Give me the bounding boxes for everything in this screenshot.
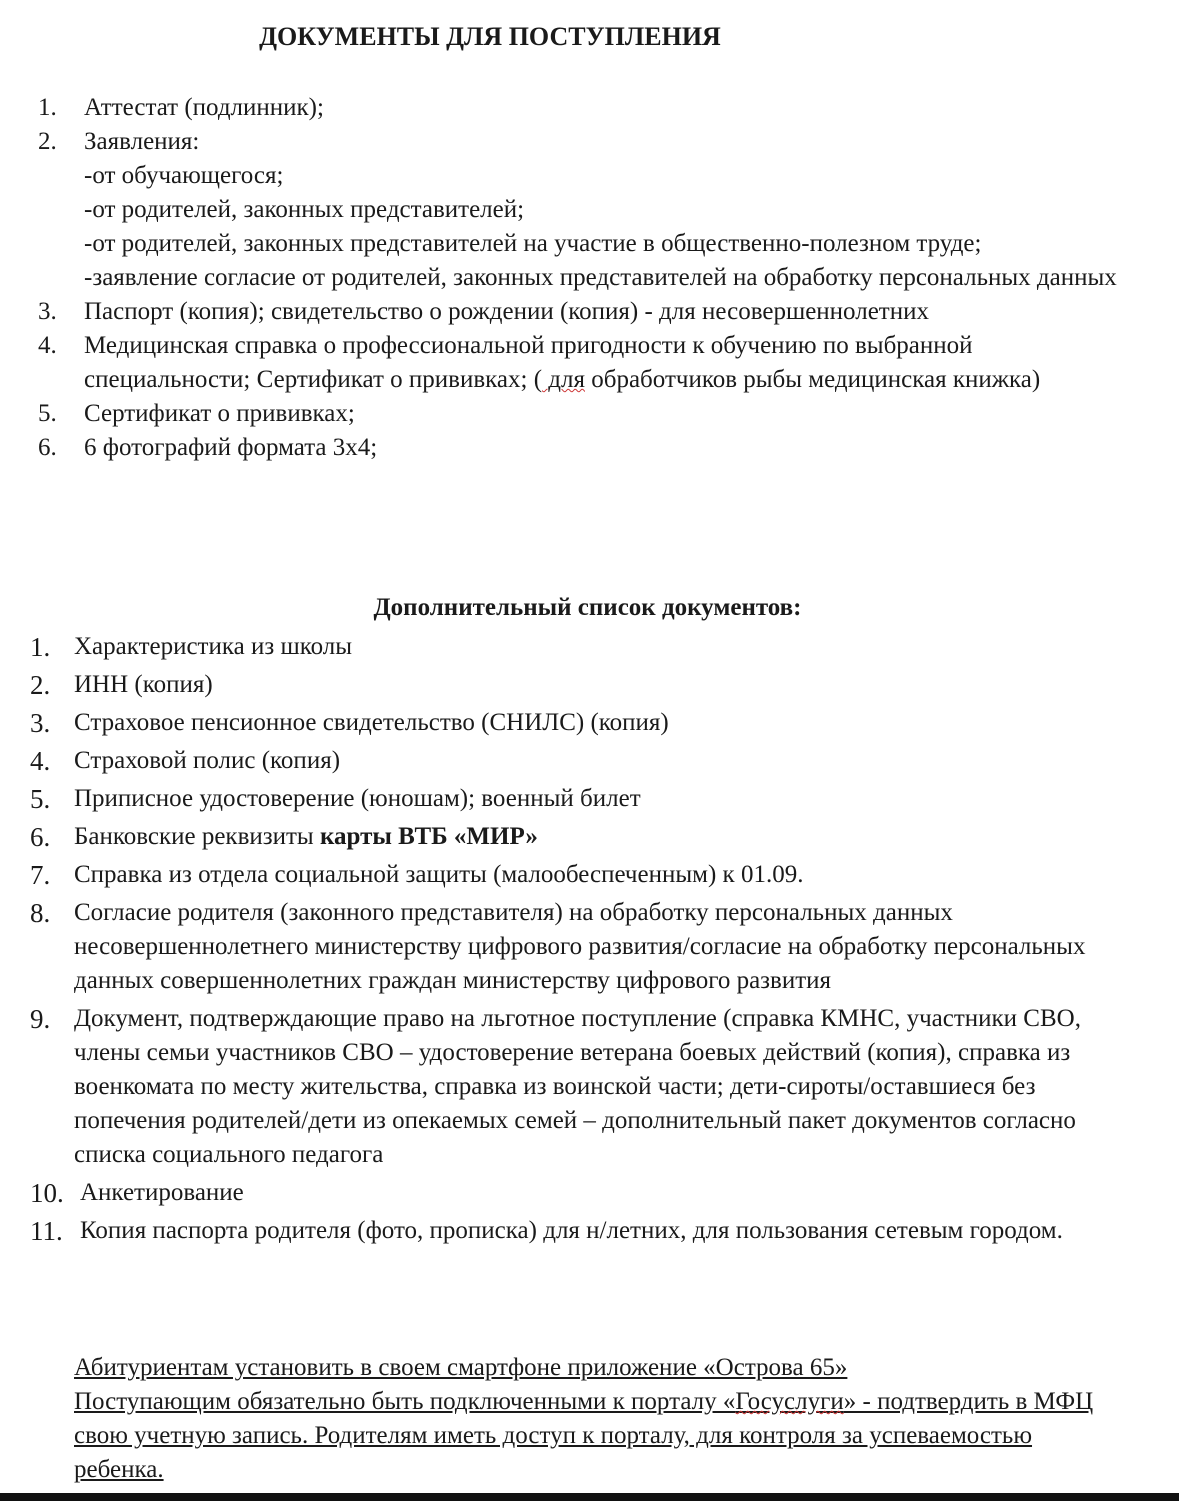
item-text: Заявления: [84, 128, 200, 155]
list-item [38, 295, 1135, 329]
item-text: Характеристика из школы [74, 633, 353, 660]
note-line: Абитуриентам установить в своем смартфоне приложение «Острова 65» [74, 1354, 848, 1381]
list-item [30, 858, 1120, 892]
note-text: » - подтвердить в МФЦ свою учетную запись. Родителям иметь доступ к порталу, для контроля за успеваемостью ребенка. [74, 1388, 1094, 1483]
page-title: ДОКУМЕНТЫ ДЛЯ ПОСТУПЛЕНИЯ [259, 22, 721, 51]
item-text: 6 фотографий формата 3x4; [84, 434, 378, 461]
item-text: Справка из отдела социальной защиты (малообеспеченным) к 01.09. [74, 861, 804, 888]
note-text: Поступающим обязательно быть подключенными к порталу « [74, 1388, 736, 1415]
list-item [38, 397, 1135, 431]
item-text: Страховой полис (копия) [74, 747, 341, 774]
item-text: Копия паспорта родителя (фото, прописка) для н/летних, для пользования сетевым городом. [80, 1217, 1063, 1244]
item-number: 1. [30, 632, 51, 662]
item-number: 3. [38, 298, 57, 325]
list-item [38, 125, 1135, 295]
item-text: Анкетирование [80, 1179, 244, 1206]
list-item [30, 1214, 1120, 1248]
bottom-border [0, 1493, 1179, 1501]
additional-document-list [30, 630, 1120, 1252]
item-number: 2. [38, 128, 57, 155]
item-number: 8. [30, 898, 51, 928]
list-item [30, 1002, 1120, 1172]
item-text: Паспорт (копия); свидетельство о рождении (копия) - для несовершеннолетних [84, 298, 929, 325]
list-item [38, 431, 1135, 465]
item-number: 1. [38, 94, 57, 121]
list-item [30, 782, 1120, 816]
item-text: Сертификат о прививках; [84, 400, 355, 427]
item-number: 7. [30, 860, 51, 890]
item-text: Банковские реквизиты [74, 823, 320, 850]
main-document-list [38, 91, 1135, 465]
item-number: 11. [30, 1216, 63, 1246]
item-number: 4. [38, 332, 57, 359]
item-number: 6. [38, 434, 57, 461]
list-item [30, 668, 1120, 702]
item-number: 2. [30, 670, 51, 700]
additional-heading: Дополнительный список документов: [373, 594, 802, 621]
item-number: 5. [30, 784, 51, 814]
item-text: Страховое пенсионное свидетельство (СНИЛС) (копия) [74, 709, 669, 736]
note-line [74, 1385, 1124, 1487]
spellcheck-word: для [542, 366, 585, 393]
item-text: Медицинская справка о профессиональной пригодности к обучению по выбранной специальности; Сертификат о прививках; ( [84, 332, 973, 393]
sub-item: -заявление согласие от родителей, законных представителей на обработку персональных данных [84, 264, 1117, 291]
notes [74, 1351, 1124, 1487]
item-number: 9. [30, 1004, 51, 1034]
item-number: 10. [30, 1178, 64, 1208]
item-number: 6. [30, 822, 51, 852]
item-number: 4. [30, 746, 51, 776]
item-number: 5. [38, 400, 57, 427]
item-text: Согласие родителя (законного представителя) на обработку персональных данных несовершеннолетнего министерству цифрового развития/согласие на обработку персональных данных совершеннолетних граждан министерству цифрового развития [74, 899, 1086, 994]
item-text: ИНН (копия) [74, 671, 213, 698]
item-text: Аттестат (подлинник); [84, 94, 324, 121]
list-item [38, 329, 1135, 397]
item-text: Документ, подтверждающие право на льготное поступление (справка КМНС, участники СВО, члены семьи участников СВО – удостоверение ветерана боевых действий (копия), справка из военкомата по месту жительства, справка из воинской части; дети-сироты/оставшиеся без попечения родителей/дети из опекаемых семей – дополнительный пакет документов согласно списка социального педагога [74, 1005, 1081, 1168]
list-item [30, 820, 1120, 854]
sub-item: -от родителей, законных представителей на участие в общественно-полезном труде; [84, 230, 982, 257]
item-text: Приписное удостоверение (юношам); военный билет [74, 785, 641, 812]
spellcheck-word: Госуслуги [735, 1388, 844, 1415]
item-text: обработчиков рыбы медицинская книжка) [584, 366, 1041, 393]
list-item [30, 896, 1120, 998]
list-item [30, 1176, 1120, 1210]
sub-item: -от обучающегося; [84, 162, 284, 189]
list-item [30, 706, 1120, 740]
item-number: 3. [30, 708, 51, 738]
list-item [30, 744, 1120, 778]
item-bold-text: карты ВТБ «МИР» [319, 823, 538, 850]
list-item [30, 630, 1120, 664]
list-item [38, 91, 1135, 125]
sub-item: -от родителей, законных представителей; [84, 196, 525, 223]
